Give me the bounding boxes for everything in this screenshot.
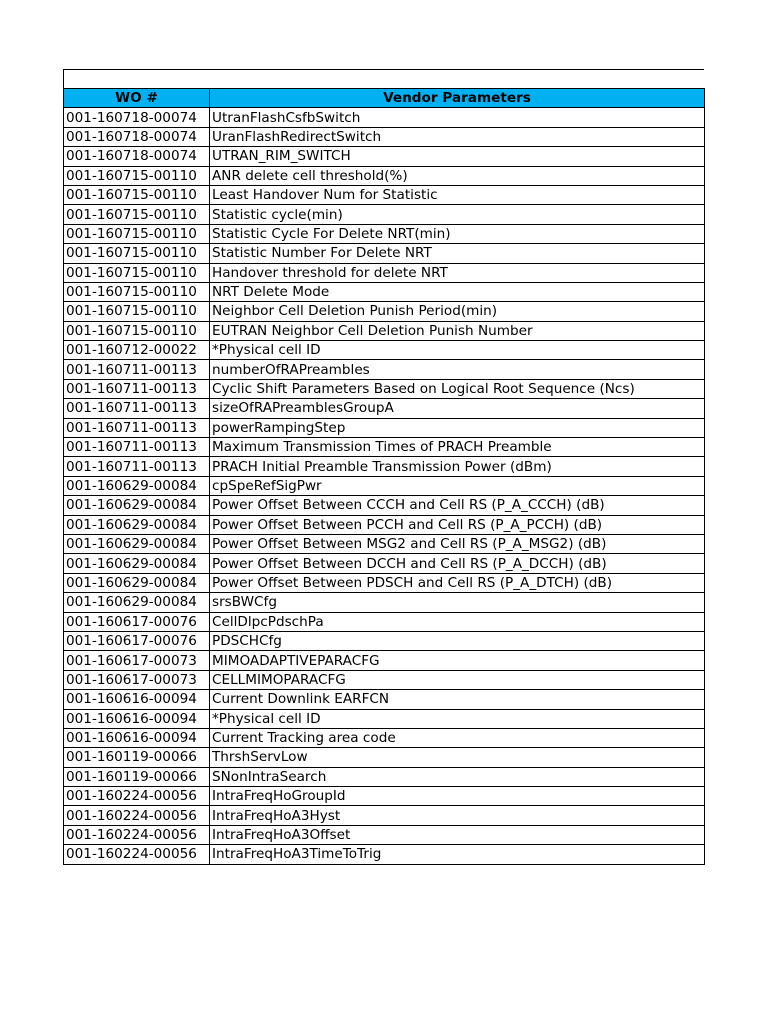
table-row bbox=[64, 282, 705, 301]
table-row bbox=[64, 418, 705, 437]
blank-top-row bbox=[63, 69, 704, 88]
vendor-parameter-cell: Current Tracking area code bbox=[210, 728, 705, 747]
table-row bbox=[64, 302, 705, 321]
table-row bbox=[64, 787, 705, 806]
table-row bbox=[64, 554, 705, 573]
vendor-parameter-cell: MIMOADAPTIVEPARACFG bbox=[210, 651, 705, 670]
vendor-parameter-cell: IntraFreqHoA3TimeToTrig bbox=[210, 845, 705, 864]
table-row bbox=[64, 670, 705, 689]
vendor-parameter-cell: Statistic Number For Delete NRT bbox=[210, 244, 705, 263]
vendor-parameter-cell: SNonIntraSearch bbox=[210, 767, 705, 786]
column-header-wo: WO # bbox=[64, 89, 210, 108]
wo-number-cell: 001-160711-00113 bbox=[64, 360, 210, 379]
wo-number-cell: 001-160119-00066 bbox=[64, 748, 210, 767]
table-row bbox=[64, 748, 705, 767]
wo-number-cell: 001-160629-00084 bbox=[64, 534, 210, 553]
table-row bbox=[64, 379, 705, 398]
wo-number-cell: 001-160711-00113 bbox=[64, 418, 210, 437]
wo-number-cell: 001-160715-00110 bbox=[64, 244, 210, 263]
vendor-parameter-cell: *Physical cell ID bbox=[210, 709, 705, 728]
table-row bbox=[64, 108, 705, 127]
wo-number-cell: 001-160119-00066 bbox=[64, 767, 210, 786]
vendor-parameter-cell: NRT Delete Mode bbox=[210, 282, 705, 301]
wo-number-cell: 001-160224-00056 bbox=[64, 806, 210, 825]
vendor-parameter-cell: IntraFreqHoA3Offset bbox=[210, 825, 705, 844]
wo-number-cell: 001-160617-00076 bbox=[64, 631, 210, 650]
wo-number-cell: 001-160224-00056 bbox=[64, 845, 210, 864]
table-row bbox=[64, 360, 705, 379]
table-row bbox=[64, 496, 705, 515]
wo-number-cell: 001-160224-00056 bbox=[64, 787, 210, 806]
table-row bbox=[64, 612, 705, 631]
table-row bbox=[64, 515, 705, 534]
wo-number-cell: 001-160617-00076 bbox=[64, 612, 210, 631]
vendor-parameter-cell: IntraFreqHoA3Hyst bbox=[210, 806, 705, 825]
wo-number-cell: 001-160715-00110 bbox=[64, 263, 210, 282]
table-row bbox=[64, 224, 705, 243]
table-row bbox=[64, 573, 705, 592]
wo-number-cell: 001-160718-00074 bbox=[64, 127, 210, 146]
wo-number-cell: 001-160711-00113 bbox=[64, 379, 210, 398]
vendor-parameter-cell: IntraFreqHoGroupId bbox=[210, 787, 705, 806]
wo-number-cell: 001-160711-00113 bbox=[64, 399, 210, 418]
wo-number-cell: 001-160715-00110 bbox=[64, 282, 210, 301]
wo-number-cell: 001-160715-00110 bbox=[64, 302, 210, 321]
vendor-parameter-cell: UranFlashRedirectSwitch bbox=[210, 127, 705, 146]
vendor-parameter-cell: PDSCHCfg bbox=[210, 631, 705, 650]
table-row bbox=[64, 690, 705, 709]
vendor-parameter-cell: Current Downlink EARFCN bbox=[210, 690, 705, 709]
vendor-parameter-cell: *Physical cell ID bbox=[210, 341, 705, 360]
header-row bbox=[64, 89, 705, 108]
vendor-parameter-cell: Least Handover Num for Statistic bbox=[210, 185, 705, 204]
vendor-parameter-cell: CellDlpcPdschPa bbox=[210, 612, 705, 631]
vendor-parameter-cell: powerRampingStep bbox=[210, 418, 705, 437]
vendor-parameter-cell: EUTRAN Neighbor Cell Deletion Punish Number bbox=[210, 321, 705, 340]
wo-number-cell: 001-160715-00110 bbox=[64, 321, 210, 340]
vendor-parameter-cell: Power Offset Between PDSCH and Cell RS (P_A_DTCH) (dB) bbox=[210, 573, 705, 592]
vendor-parameter-cell: Maximum Transmission Times of PRACH Preamble bbox=[210, 438, 705, 457]
table-row bbox=[64, 438, 705, 457]
wo-number-cell: 001-160224-00056 bbox=[64, 825, 210, 844]
wo-number-cell: 001-160617-00073 bbox=[64, 670, 210, 689]
vendor-parameter-cell: Statistic Cycle For Delete NRT(min) bbox=[210, 224, 705, 243]
wo-number-cell: 001-160629-00084 bbox=[64, 554, 210, 573]
wo-number-cell: 001-160711-00113 bbox=[64, 438, 210, 457]
vendor-parameters-table bbox=[63, 88, 705, 865]
wo-number-cell: 001-160617-00073 bbox=[64, 651, 210, 670]
spreadsheet bbox=[63, 69, 704, 865]
table-row bbox=[64, 593, 705, 612]
vendor-parameter-cell: Handover threshold for delete NRT bbox=[210, 263, 705, 282]
table-row bbox=[64, 205, 705, 224]
vendor-parameter-cell: Power Offset Between CCCH and Cell RS (P_A_CCCH) (dB) bbox=[210, 496, 705, 515]
table-row bbox=[64, 185, 705, 204]
table-body bbox=[64, 108, 705, 864]
vendor-parameter-cell: Power Offset Between PCCH and Cell RS (P_A_PCCH) (dB) bbox=[210, 515, 705, 534]
vendor-parameter-cell: Cyclic Shift Parameters Based on Logical Root Sequence (Ncs) bbox=[210, 379, 705, 398]
table-row bbox=[64, 166, 705, 185]
vendor-parameter-cell: UtranFlashCsfbSwitch bbox=[210, 108, 705, 127]
wo-number-cell: 001-160715-00110 bbox=[64, 205, 210, 224]
table-row bbox=[64, 728, 705, 747]
wo-number-cell: 001-160616-00094 bbox=[64, 728, 210, 747]
table-row bbox=[64, 127, 705, 146]
table-row bbox=[64, 651, 705, 670]
wo-number-cell: 001-160718-00074 bbox=[64, 108, 210, 127]
table-row bbox=[64, 321, 705, 340]
wo-number-cell: 001-160629-00084 bbox=[64, 515, 210, 534]
table-row bbox=[64, 399, 705, 418]
vendor-parameter-cell: numberOfRAPreambles bbox=[210, 360, 705, 379]
vendor-parameter-cell: sizeOfRAPreamblesGroupA bbox=[210, 399, 705, 418]
wo-number-cell: 001-160629-00084 bbox=[64, 593, 210, 612]
table-row bbox=[64, 825, 705, 844]
table-row bbox=[64, 806, 705, 825]
vendor-parameter-cell: cpSpeRefSigPwr bbox=[210, 476, 705, 495]
table-row bbox=[64, 341, 705, 360]
table-row bbox=[64, 244, 705, 263]
column-header-vendor-parameters: Vendor Parameters bbox=[210, 89, 705, 108]
wo-number-cell: 001-160711-00113 bbox=[64, 457, 210, 476]
vendor-parameter-cell: srsBWCfg bbox=[210, 593, 705, 612]
table-row bbox=[64, 534, 705, 553]
vendor-parameter-cell: ThrshServLow bbox=[210, 748, 705, 767]
vendor-parameter-cell: ANR delete cell threshold(%) bbox=[210, 166, 705, 185]
wo-number-cell: 001-160712-00022 bbox=[64, 341, 210, 360]
wo-number-cell: 001-160629-00084 bbox=[64, 476, 210, 495]
table-row bbox=[64, 767, 705, 786]
wo-number-cell: 001-160616-00094 bbox=[64, 690, 210, 709]
wo-number-cell: 001-160718-00074 bbox=[64, 147, 210, 166]
wo-number-cell: 001-160629-00084 bbox=[64, 573, 210, 592]
wo-number-cell: 001-160715-00110 bbox=[64, 185, 210, 204]
table-row bbox=[64, 457, 705, 476]
table-row bbox=[64, 709, 705, 728]
vendor-parameter-cell: Power Offset Between DCCH and Cell RS (P_A_DCCH) (dB) bbox=[210, 554, 705, 573]
table-row bbox=[64, 263, 705, 282]
vendor-parameter-cell: Statistic cycle(min) bbox=[210, 205, 705, 224]
wo-number-cell: 001-160715-00110 bbox=[64, 166, 210, 185]
table-row bbox=[64, 845, 705, 864]
vendor-parameter-cell: CELLMIMOPARACFG bbox=[210, 670, 705, 689]
vendor-parameter-cell: PRACH Initial Preamble Transmission Power (dBm) bbox=[210, 457, 705, 476]
table-row bbox=[64, 147, 705, 166]
table-row bbox=[64, 631, 705, 650]
table-row bbox=[64, 476, 705, 495]
vendor-parameter-cell: Neighbor Cell Deletion Punish Period(min) bbox=[210, 302, 705, 321]
vendor-parameter-cell: Power Offset Between MSG2 and Cell RS (P_A_MSG2) (dB) bbox=[210, 534, 705, 553]
wo-number-cell: 001-160616-00094 bbox=[64, 709, 210, 728]
wo-number-cell: 001-160629-00084 bbox=[64, 496, 210, 515]
vendor-parameter-cell: UTRAN_RIM_SWITCH bbox=[210, 147, 705, 166]
wo-number-cell: 001-160715-00110 bbox=[64, 224, 210, 243]
